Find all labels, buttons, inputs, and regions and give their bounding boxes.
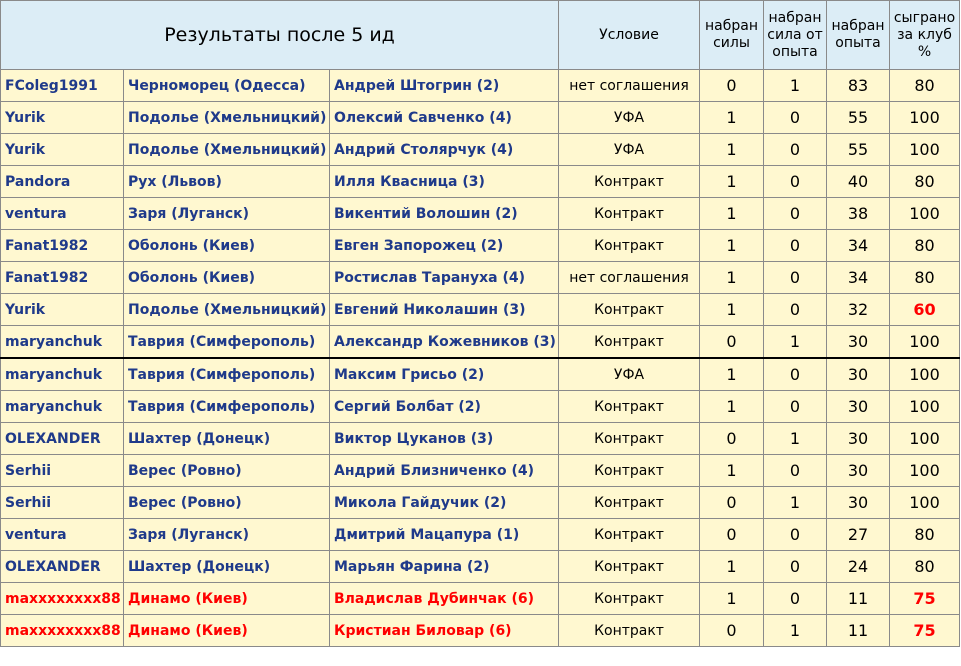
cell-strength-from-exp: 0 bbox=[764, 102, 827, 134]
cell-club: Подолье (Хмельницкий) bbox=[124, 294, 330, 326]
header-strength: набран силы bbox=[700, 1, 764, 70]
cell-condition: УФА bbox=[559, 134, 700, 166]
cell-strength-from-exp: 1 bbox=[764, 326, 827, 359]
cell-strength-from-exp: 0 bbox=[764, 230, 827, 262]
cell-strength-from-exp: 0 bbox=[764, 294, 827, 326]
cell-player: Андрий Столярчук (4) bbox=[330, 134, 559, 166]
table-row bbox=[1, 391, 960, 423]
cell-club: Динамо (Киев) bbox=[124, 615, 330, 647]
cell-strength-from-exp: 1 bbox=[764, 423, 827, 455]
cell-user: Serhii bbox=[1, 487, 124, 519]
cell-experience: 83 bbox=[827, 70, 890, 102]
cell-experience: 30 bbox=[827, 326, 890, 359]
table-row bbox=[1, 294, 960, 326]
table-row bbox=[1, 198, 960, 230]
cell-played: 100 bbox=[890, 455, 960, 487]
cell-condition: Контракт bbox=[559, 391, 700, 423]
cell-user: Fanat1982 bbox=[1, 262, 124, 294]
cell-experience: 55 bbox=[827, 134, 890, 166]
cell-player: Андрий Близниченко (4) bbox=[330, 455, 559, 487]
cell-strength: 1 bbox=[700, 134, 764, 166]
cell-player: Викентий Волошин (2) bbox=[330, 198, 559, 230]
cell-user: OLEXANDER bbox=[1, 551, 124, 583]
header-played: сыграно за клуб % bbox=[890, 1, 960, 70]
cell-user: ventura bbox=[1, 519, 124, 551]
cell-player: Евгений Николашин (3) bbox=[330, 294, 559, 326]
cell-club: Динамо (Киев) bbox=[124, 583, 330, 615]
cell-strength-from-exp: 0 bbox=[764, 455, 827, 487]
table-row bbox=[1, 358, 960, 391]
table-title: Результаты после 5 ид bbox=[1, 1, 559, 70]
cell-strength: 1 bbox=[700, 198, 764, 230]
table-row bbox=[1, 262, 960, 294]
cell-experience: 30 bbox=[827, 391, 890, 423]
cell-condition: Контракт bbox=[559, 166, 700, 198]
cell-played: 80 bbox=[890, 166, 960, 198]
cell-played: 80 bbox=[890, 519, 960, 551]
cell-club: Таврия (Симферополь) bbox=[124, 326, 330, 359]
table-row bbox=[1, 455, 960, 487]
cell-condition: Контракт bbox=[559, 198, 700, 230]
cell-player: Владислав Дубинчак (6) bbox=[330, 583, 559, 615]
cell-user: Yurik bbox=[1, 294, 124, 326]
table-row bbox=[1, 134, 960, 166]
cell-club: Заря (Луганск) bbox=[124, 519, 330, 551]
cell-played: 75 bbox=[890, 583, 960, 615]
cell-strength-from-exp: 0 bbox=[764, 358, 827, 391]
cell-strength: 1 bbox=[700, 294, 764, 326]
cell-condition: нет соглашения bbox=[559, 262, 700, 294]
cell-condition: Контракт bbox=[559, 455, 700, 487]
cell-strength-from-exp: 0 bbox=[764, 262, 827, 294]
cell-experience: 30 bbox=[827, 423, 890, 455]
cell-experience: 30 bbox=[827, 487, 890, 519]
cell-player: Александр Кожевников (3) bbox=[330, 326, 559, 359]
table-body bbox=[1, 70, 960, 647]
table-row bbox=[1, 551, 960, 583]
cell-club: Черноморец (Одесса) bbox=[124, 70, 330, 102]
cell-condition: Контракт bbox=[559, 294, 700, 326]
cell-experience: 34 bbox=[827, 262, 890, 294]
cell-player: Виктор Цуканов (3) bbox=[330, 423, 559, 455]
cell-condition: Контракт bbox=[559, 230, 700, 262]
cell-played: 100 bbox=[890, 358, 960, 391]
header-condition: Условие bbox=[559, 1, 700, 70]
cell-user: Serhii bbox=[1, 455, 124, 487]
cell-played: 100 bbox=[890, 134, 960, 166]
cell-played: 100 bbox=[890, 326, 960, 359]
cell-strength: 1 bbox=[700, 358, 764, 391]
cell-experience: 34 bbox=[827, 230, 890, 262]
table-row bbox=[1, 423, 960, 455]
cell-player: Олексий Савченко (4) bbox=[330, 102, 559, 134]
table-row bbox=[1, 326, 960, 359]
cell-experience: 24 bbox=[827, 551, 890, 583]
cell-player: Ростислав Тарануха (4) bbox=[330, 262, 559, 294]
cell-played: 80 bbox=[890, 262, 960, 294]
table-row bbox=[1, 487, 960, 519]
cell-experience: 38 bbox=[827, 198, 890, 230]
cell-condition: УФА bbox=[559, 102, 700, 134]
cell-strength: 1 bbox=[700, 262, 764, 294]
cell-condition: УФА bbox=[559, 358, 700, 391]
cell-user: maxxxxxxxx88 bbox=[1, 615, 124, 647]
cell-club: Верес (Ровно) bbox=[124, 455, 330, 487]
cell-experience: 40 bbox=[827, 166, 890, 198]
cell-user: OLEXANDER bbox=[1, 423, 124, 455]
cell-condition: Контракт bbox=[559, 551, 700, 583]
cell-strength: 0 bbox=[700, 326, 764, 359]
cell-strength: 0 bbox=[700, 423, 764, 455]
cell-user: maryanchuk bbox=[1, 391, 124, 423]
cell-user: maryanchuk bbox=[1, 326, 124, 359]
cell-club: Шахтер (Донецк) bbox=[124, 423, 330, 455]
cell-played: 100 bbox=[890, 391, 960, 423]
cell-user: ventura bbox=[1, 198, 124, 230]
cell-strength-from-exp: 0 bbox=[764, 583, 827, 615]
cell-played: 100 bbox=[890, 102, 960, 134]
cell-condition: Контракт bbox=[559, 326, 700, 359]
cell-club: Рух (Львов) bbox=[124, 166, 330, 198]
cell-club: Подолье (Хмельницкий) bbox=[124, 134, 330, 166]
cell-condition: нет соглашения bbox=[559, 70, 700, 102]
cell-strength: 1 bbox=[700, 102, 764, 134]
cell-strength: 1 bbox=[700, 391, 764, 423]
cell-experience: 11 bbox=[827, 615, 890, 647]
cell-player: Илля Квасница (3) bbox=[330, 166, 559, 198]
cell-strength: 1 bbox=[700, 551, 764, 583]
table-row bbox=[1, 166, 960, 198]
cell-played: 80 bbox=[890, 551, 960, 583]
cell-player: Кристиан Биловар (6) bbox=[330, 615, 559, 647]
cell-played: 80 bbox=[890, 70, 960, 102]
cell-club: Подолье (Хмельницкий) bbox=[124, 102, 330, 134]
cell-experience: 32 bbox=[827, 294, 890, 326]
cell-condition: Контракт bbox=[559, 583, 700, 615]
cell-experience: 11 bbox=[827, 583, 890, 615]
table-row bbox=[1, 230, 960, 262]
cell-club: Шахтер (Донецк) bbox=[124, 551, 330, 583]
cell-player: Максим Грисьо (2) bbox=[330, 358, 559, 391]
cell-played: 80 bbox=[890, 230, 960, 262]
cell-user: Fanat1982 bbox=[1, 230, 124, 262]
cell-played: 100 bbox=[890, 487, 960, 519]
cell-player: Евген Запорожец (2) bbox=[330, 230, 559, 262]
cell-strength-from-exp: 0 bbox=[764, 519, 827, 551]
cell-user: Yurik bbox=[1, 134, 124, 166]
cell-user: maryanchuk bbox=[1, 358, 124, 391]
cell-player: Сергий Болбат (2) bbox=[330, 391, 559, 423]
cell-strength: 1 bbox=[700, 166, 764, 198]
cell-strength: 0 bbox=[700, 487, 764, 519]
cell-experience: 27 bbox=[827, 519, 890, 551]
cell-condition: Контракт bbox=[559, 615, 700, 647]
table-row bbox=[1, 102, 960, 134]
cell-user: Pandora bbox=[1, 166, 124, 198]
cell-played: 60 bbox=[890, 294, 960, 326]
cell-strength-from-exp: 0 bbox=[764, 134, 827, 166]
cell-strength: 0 bbox=[700, 615, 764, 647]
header-row bbox=[1, 1, 960, 70]
cell-condition: Контракт bbox=[559, 519, 700, 551]
cell-condition: Контракт bbox=[559, 487, 700, 519]
table-row bbox=[1, 70, 960, 102]
cell-played: 75 bbox=[890, 615, 960, 647]
cell-player: Марьян Фарина (2) bbox=[330, 551, 559, 583]
cell-user: FColeg1991 bbox=[1, 70, 124, 102]
table-row bbox=[1, 615, 960, 647]
cell-user: maxxxxxxxx88 bbox=[1, 583, 124, 615]
table-row bbox=[1, 583, 960, 615]
cell-strength-from-exp: 0 bbox=[764, 391, 827, 423]
cell-strength: 0 bbox=[700, 70, 764, 102]
cell-strength: 1 bbox=[700, 583, 764, 615]
cell-strength: 1 bbox=[700, 230, 764, 262]
cell-played: 100 bbox=[890, 198, 960, 230]
cell-strength-from-exp: 0 bbox=[764, 198, 827, 230]
cell-club: Заря (Луганск) bbox=[124, 198, 330, 230]
cell-strength: 1 bbox=[700, 455, 764, 487]
table-row bbox=[1, 519, 960, 551]
cell-condition: Контракт bbox=[559, 423, 700, 455]
cell-club: Оболонь (Киев) bbox=[124, 262, 330, 294]
header-experience: набран опыта bbox=[827, 1, 890, 70]
cell-strength-from-exp: 0 bbox=[764, 166, 827, 198]
cell-club: Таврия (Симферополь) bbox=[124, 391, 330, 423]
cell-player: Дмитрий Мацапура (1) bbox=[330, 519, 559, 551]
cell-experience: 30 bbox=[827, 358, 890, 391]
cell-played: 100 bbox=[890, 423, 960, 455]
cell-strength-from-exp: 1 bbox=[764, 70, 827, 102]
cell-strength-from-exp: 0 bbox=[764, 551, 827, 583]
cell-experience: 30 bbox=[827, 455, 890, 487]
cell-user: Yurik bbox=[1, 102, 124, 134]
cell-club: Таврия (Симферополь) bbox=[124, 358, 330, 391]
cell-strength-from-exp: 1 bbox=[764, 615, 827, 647]
cell-club: Верес (Ровно) bbox=[124, 487, 330, 519]
cell-strength: 0 bbox=[700, 519, 764, 551]
cell-strength-from-exp: 1 bbox=[764, 487, 827, 519]
header-strength-from-exp: набран сила от опыта bbox=[764, 1, 827, 70]
cell-player: Микола Гайдучик (2) bbox=[330, 487, 559, 519]
cell-experience: 55 bbox=[827, 102, 890, 134]
cell-player: Андрей Штогрин (2) bbox=[330, 70, 559, 102]
cell-club: Оболонь (Киев) bbox=[124, 230, 330, 262]
